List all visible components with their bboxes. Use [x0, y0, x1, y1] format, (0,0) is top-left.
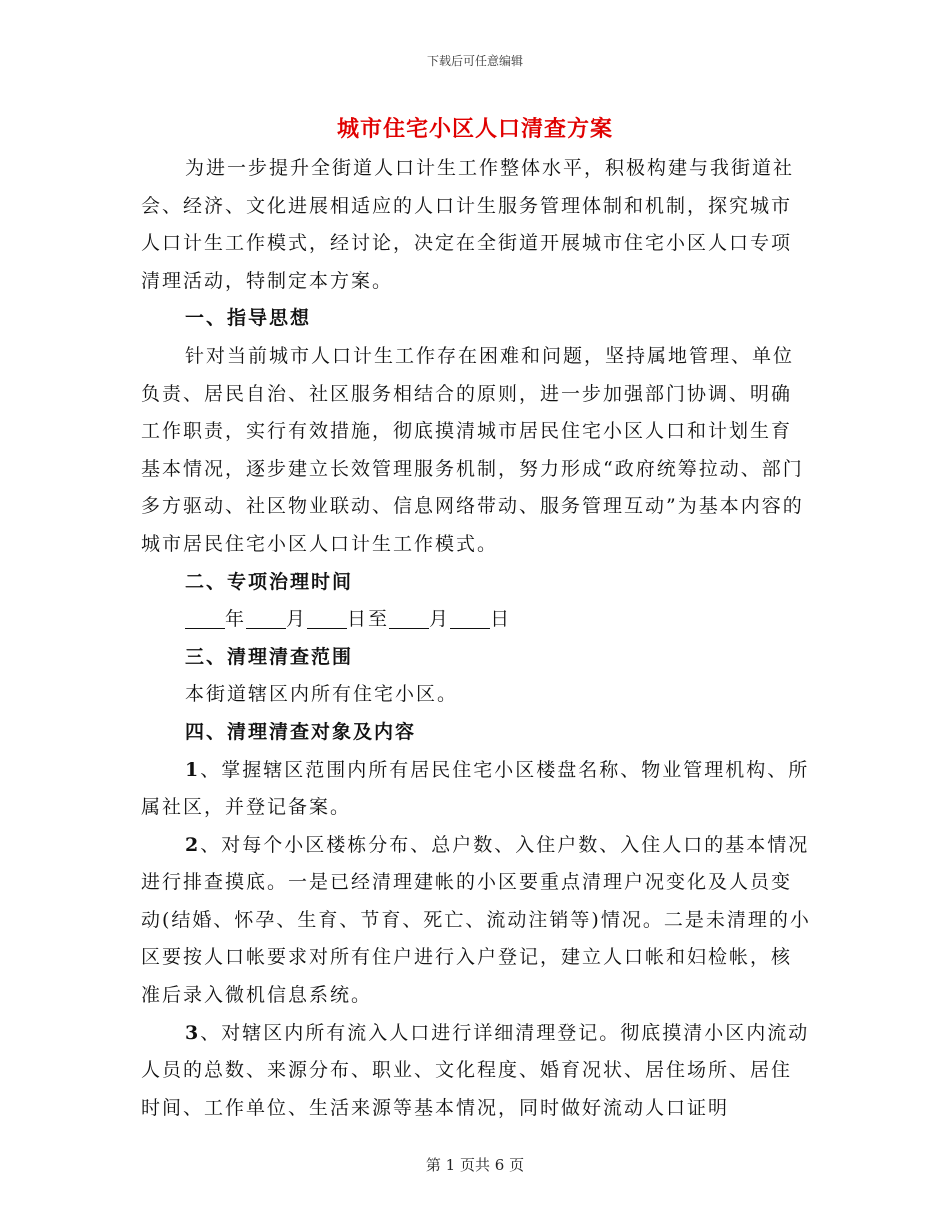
page-header: 下载后可任意编辑 [426, 54, 523, 68]
section-4-item-1 [141, 752, 811, 827]
section-3-heading: 三、清理清查范围 [185, 645, 354, 668]
year-blank[interactable] [185, 609, 225, 629]
section-1-paragraph: 针对当前城市人口计生工作存在困难和问题，坚持属地管理、单位负责、居民自治、社区服务相结合的原则，进一步加强部门协调、明确工作职责，实行有效措施，彻底摸清城市居民住宅小区人口和计划生育基本情况，逐步建立长效管理服务机制，努力形成“政府统筹拉动、部门多方驱动、社区物业联动、信息网络带动、服务管理互动”为基本内容的城市居民住宅小区人口计生工作模式。 [141, 344, 804, 555]
year-label: 年 [225, 608, 247, 631]
page-footer: 第 1 页共 6 页 [425, 1156, 525, 1174]
item-text: 、对每个小区楼栋分布、总户数、入住户数、入住人口的基本情况进行排查摸底。一是已经清理建帐的小区要重点清理户况变化及人员变动(结婚、怀孕、生育、节育、死亡、流动注销等)情况。二是未清理的小区要按人口帐要求对所有住户进行入户登记，建立人口帐和妇检帐，核准后录入微机信息系统。 [141, 833, 811, 1007]
item-text: 、掌握辖区范围内所有居民住宅小区楼盘名称、物业管理机构、所属社区，并登记备案。 [141, 758, 810, 819]
item-number: 2 [185, 833, 201, 856]
section-4-item-3 [141, 1015, 811, 1128]
document-title: 城市住宅小区人口清查方案 [336, 116, 613, 142]
item-number: 1 [185, 758, 201, 781]
section-4-item-2 [141, 827, 811, 1015]
month-label: 月 [286, 608, 308, 631]
month2-blank[interactable] [389, 609, 429, 629]
day2-blank[interactable] [450, 609, 490, 629]
day-blank[interactable] [307, 609, 347, 629]
day-to-label: 日至 [347, 608, 390, 631]
item-number: 3 [185, 1021, 201, 1044]
section-3-paragraph: 本街道辖区内所有住宅小区。 [185, 683, 459, 706]
document-body [141, 150, 811, 1127]
day2-label: 日 [490, 608, 512, 631]
date-range-line [141, 601, 811, 639]
item-text: 、对辖区内所有流入人口进行详细清理登记。彻底摸清小区内流动人员的总数、来源分布、职业、文化程度、婚育况状、居住场所、居住时间、工作单位、生活来源等基本情况，同时做好流动人口证明 [141, 1021, 810, 1119]
month2-label: 月 [429, 608, 451, 631]
intro-paragraph: 为进一步提升全街道人口计生工作整体水平，积极构建与我街道社会、经济、文化进展相适应的人口计生服务管理体制和机制，探究城市人口计生工作模式，经讨论，决定在全街道开展城市住宅小区人口专项清理活动，特制定本方案。 [141, 157, 795, 292]
section-4-heading: 四、清理清查对象及内容 [185, 720, 417, 743]
section-1-heading: 一、指导思想 [185, 307, 312, 330]
section-2-heading: 二、专项治理时间 [185, 570, 354, 593]
month-blank[interactable] [246, 609, 286, 629]
